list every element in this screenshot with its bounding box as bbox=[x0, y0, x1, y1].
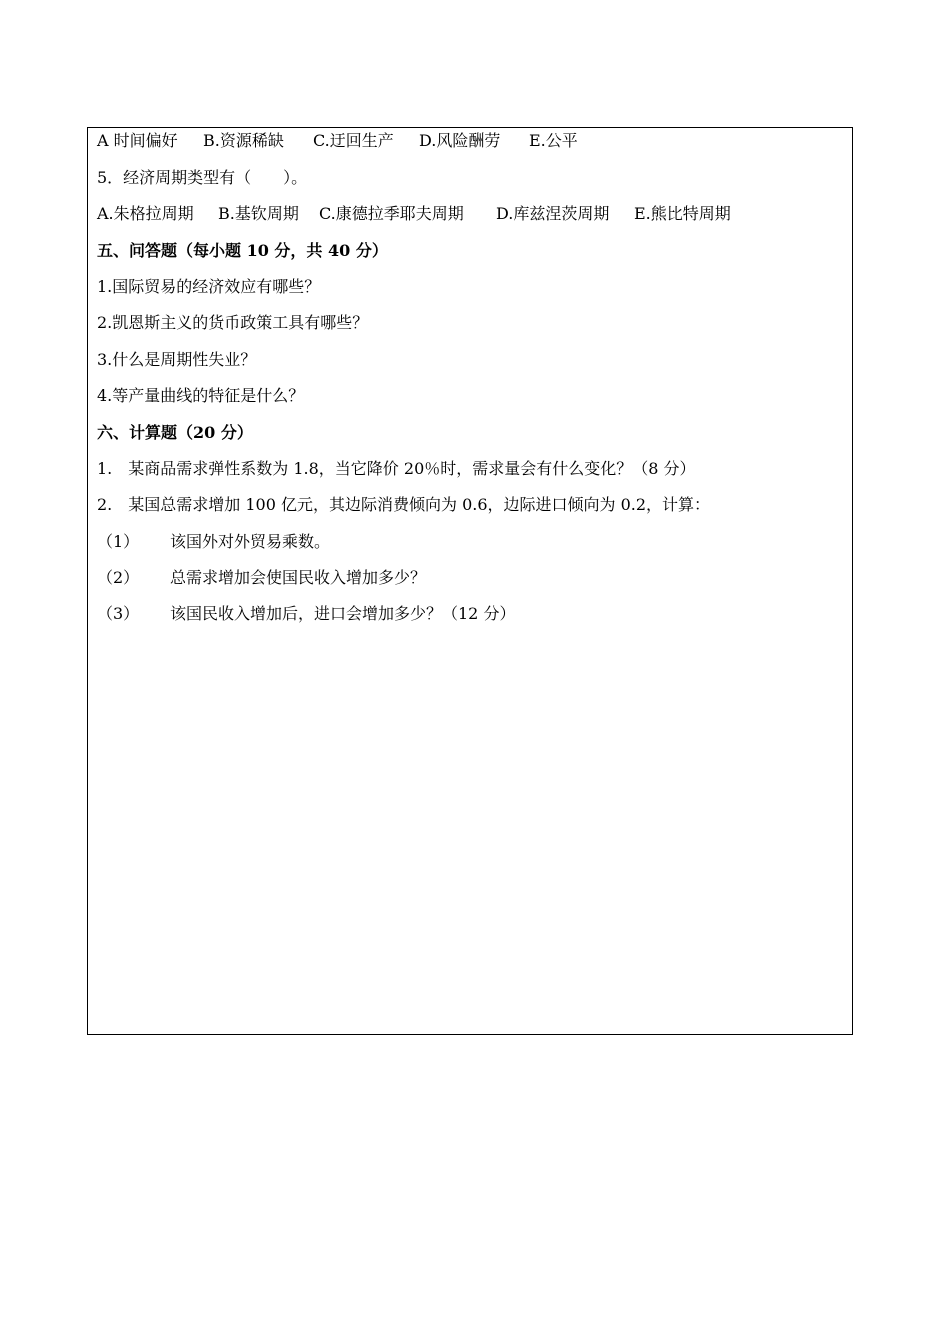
q4-options bbox=[97, 130, 578, 152]
subquestion-1-text: 该国外对外贸易乘数。 bbox=[170, 532, 331, 551]
q5-stem: 5．经济周期类型有（ ）。 bbox=[97, 168, 308, 187]
q4-option-d: D.风险酬劳 bbox=[419, 131, 501, 150]
subquestion-3-text: 该国民收入增加后，进口会增加多少？（12 分） bbox=[170, 604, 516, 623]
subquestion-3-number: （3） bbox=[97, 604, 140, 623]
q4-option-a: A 时间偏好 bbox=[97, 131, 178, 150]
q5-options bbox=[97, 203, 731, 225]
subquestion-2-number: （2） bbox=[97, 568, 140, 587]
q5-option-c: C.康德拉季耶夫周期 bbox=[319, 204, 464, 223]
subquestion-2-text: 总需求增加会使国民收入增加多少？ bbox=[170, 568, 427, 587]
section5-question-2: 2.凯恩斯主义的货币政策工具有哪些？ bbox=[97, 313, 369, 332]
section6-question-2: 2. 某国总需求增加 100 亿元，其边际消费倾向为 0.6，边际进口倾向为 0.2，计算： bbox=[97, 495, 711, 514]
section5-question-4: 4.等产量曲线的特征是什么？ bbox=[97, 386, 305, 405]
section5-title: 五、问答题（每小题 10 分，共 40 分） bbox=[97, 241, 388, 260]
section5-question-3: 3.什么是周期性失业？ bbox=[97, 350, 257, 369]
q5-option-d: D.库兹涅茨周期 bbox=[496, 204, 610, 223]
q4-option-c: C.迂回生产 bbox=[313, 131, 394, 150]
subquestion-1-number: （1） bbox=[97, 532, 140, 551]
section5-question-1: 1.国际贸易的经济效应有哪些？ bbox=[97, 277, 321, 296]
q5-option-e: E.熊比特周期 bbox=[634, 204, 731, 223]
section6-question-1: 1. 某商品需求弹性系数为 1.8，当它降价 20％时，需求量会有什么变化？（8 分） bbox=[97, 459, 696, 478]
section6-title: 六、计算题（20 分） bbox=[97, 423, 253, 442]
q4-option-e: E.公平 bbox=[529, 131, 578, 150]
q5-option-a: A.朱格拉周期 bbox=[97, 204, 194, 223]
q5-option-b: B.基钦周期 bbox=[218, 204, 299, 223]
q4-option-b: B.资源稀缺 bbox=[203, 131, 284, 150]
